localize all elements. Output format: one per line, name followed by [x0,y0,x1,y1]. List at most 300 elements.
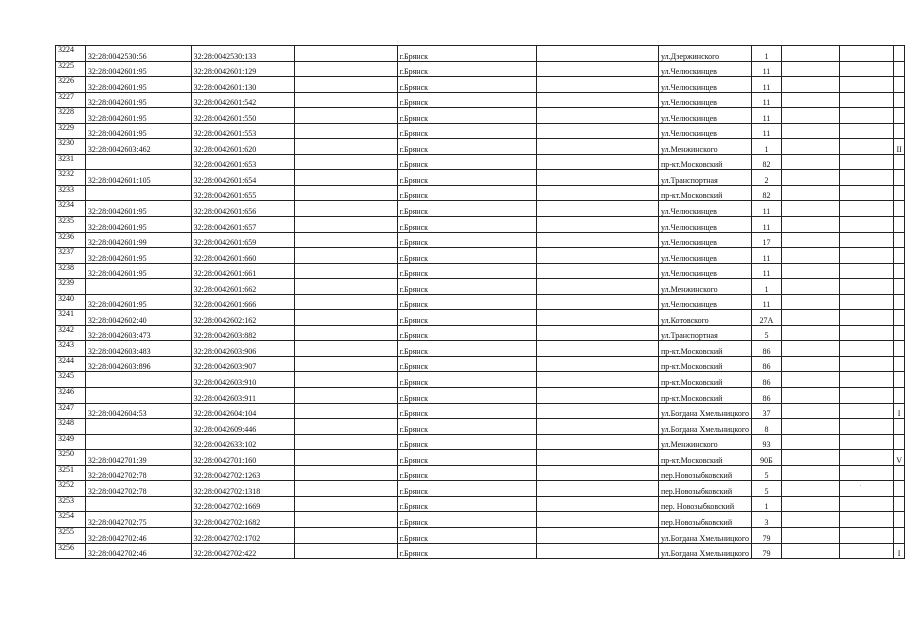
city-cell: г.Брянск [397,139,536,155]
object-cadastral-number: 32:28:0042701:160 [191,450,295,466]
city-cell: г.Брянск [397,77,536,93]
mark-cell [894,279,905,295]
city-cell: г.Брянск [397,341,536,357]
mark-cell [894,294,905,310]
object-cadastral-number: 32:28:0042601:550 [191,108,295,124]
empty-cell [295,450,397,466]
land-cadastral-number: 32:28:0042601:95 [85,217,191,233]
object-cadastral-number: 32:28:0042601:653 [191,154,295,170]
empty-cell [536,543,658,559]
city-cell: г.Брянск [397,170,536,186]
empty-cell [295,248,397,264]
row-number: 3235 [56,217,86,233]
empty-cell [536,232,658,248]
house-number-cell: 11 [751,61,781,77]
empty-cell [536,108,658,124]
empty-cell [536,294,658,310]
object-cadastral-number: 32:28:0042601:655 [191,185,295,201]
empty-cell [295,356,397,372]
mark-cell [894,325,905,341]
table-row [56,356,905,372]
row-number: 3253 [56,496,86,512]
house-number-cell: 11 [751,123,781,139]
empty-cell [536,92,658,108]
object-cadastral-number: 32:28:0042601:542 [191,92,295,108]
land-cadastral-number: 32:28:0042602:40 [85,310,191,326]
row-number: 3243 [56,341,86,357]
mark-cell: I [894,403,905,419]
house-number-cell: 5 [751,465,781,481]
street-cell: ул.Челюскинцев [658,92,751,108]
object-cadastral-number: 32:28:0042601:660 [191,248,295,264]
city-cell: г.Брянск [397,217,536,233]
city-cell: г.Брянск [397,279,536,295]
street-cell: ул.Богдана Хмельницкого [658,543,751,559]
house-number-cell: 11 [751,217,781,233]
house-number-cell: 5 [751,325,781,341]
street-cell: ул.Дзержинского [658,46,751,62]
empty-cell [839,170,894,186]
city-cell: г.Брянск [397,108,536,124]
row-number: 3247 [56,403,86,419]
object-cadastral-number: 32:28:0042633:102 [191,434,295,450]
land-cadastral-number [85,388,191,404]
empty-cell [295,170,397,186]
object-cadastral-number: 32:28:0042702:1263 [191,465,295,481]
empty-cell [781,419,839,435]
registry-sheet [55,45,905,559]
empty-cell [839,310,894,326]
city-cell: г.Брянск [397,372,536,388]
house-number-cell: 79 [751,543,781,559]
land-cadastral-number [85,496,191,512]
empty-cell [536,372,658,388]
mark-cell: II [894,139,905,155]
empty-cell [781,248,839,264]
empty-cell [839,279,894,295]
object-cadastral-number: 32:28:0042603:911 [191,388,295,404]
land-cadastral-number: 32:28:0042702:46 [85,543,191,559]
empty-cell [295,434,397,450]
object-cadastral-number: 32:28:0042609:446 [191,419,295,435]
table-row [56,108,905,124]
city-cell: г.Брянск [397,419,536,435]
street-cell: ул.Менжинского [658,279,751,295]
row-number: 3245 [56,372,86,388]
empty-cell [536,496,658,512]
mark-cell [894,481,905,497]
empty-cell [536,77,658,93]
empty-cell [781,61,839,77]
city-cell: г.Брянск [397,123,536,139]
house-number-cell: 17 [751,232,781,248]
empty-cell [295,77,397,93]
mark-cell [894,512,905,528]
empty-cell [295,263,397,279]
object-cadastral-number: 32:28:0042602:162 [191,310,295,326]
row-number: 3241 [56,310,86,326]
object-cadastral-number: 32:28:0042601:656 [191,201,295,217]
empty-cell [536,123,658,139]
empty-cell [295,201,397,217]
empty-cell [781,372,839,388]
table-row [56,46,905,62]
land-cadastral-number: 32:28:0042603:483 [85,341,191,357]
mark-cell [894,527,905,543]
city-cell: г.Брянск [397,310,536,326]
empty-cell [839,185,894,201]
empty-cell [536,419,658,435]
empty-cell [781,527,839,543]
mark-cell [894,248,905,264]
empty-cell [839,294,894,310]
table-row [56,310,905,326]
mark-cell: I [894,543,905,559]
house-number-cell: 1 [751,46,781,62]
house-number-cell: 11 [751,263,781,279]
street-cell: ул.Челюскинцев [658,263,751,279]
city-cell: г.Брянск [397,185,536,201]
object-cadastral-number: 32:28:0042702:1318 [191,481,295,497]
empty-cell [781,123,839,139]
city-cell: г.Брянск [397,356,536,372]
empty-cell [536,248,658,264]
row-number: 3239 [56,279,86,295]
object-cadastral-number: 32:28:0042604:104 [191,403,295,419]
row-number: 3231 [56,154,86,170]
city-cell: г.Брянск [397,450,536,466]
city-cell: г.Брянск [397,325,536,341]
city-cell: г.Брянск [397,434,536,450]
house-number-cell: 27А [751,310,781,326]
empty-cell [536,325,658,341]
empty-cell [536,481,658,497]
house-number-cell: 5 [751,481,781,497]
row-number: 3256 [56,543,86,559]
empty-cell [839,419,894,435]
empty-cell [839,450,894,466]
empty-cell [536,527,658,543]
table-row [56,450,905,466]
empty-cell [839,61,894,77]
house-number-cell: 1 [751,139,781,155]
mark-cell [894,496,905,512]
empty-cell [839,92,894,108]
mark-cell [894,170,905,186]
mark-cell [894,310,905,326]
house-number-cell: 11 [751,108,781,124]
row-number: 3249 [56,434,86,450]
empty-cell [839,77,894,93]
city-cell: г.Брянск [397,496,536,512]
empty-cell [295,543,397,559]
city-cell: г.Брянск [397,294,536,310]
land-cadastral-number: 32:28:0042601:95 [85,77,191,93]
table-row [56,232,905,248]
table-row [56,139,905,155]
table-row [56,279,905,295]
empty-cell [781,139,839,155]
empty-cell [295,61,397,77]
land-cadastral-number [85,279,191,295]
city-cell: г.Брянск [397,248,536,264]
street-cell: ул.Челюскинцев [658,217,751,233]
empty-cell [781,154,839,170]
street-cell: ул.Челюскинцев [658,232,751,248]
table-row [56,154,905,170]
object-cadastral-number: 32:28:0042601:130 [191,77,295,93]
mark-cell [894,46,905,62]
empty-cell [295,527,397,543]
empty-cell [839,154,894,170]
mark-cell [894,356,905,372]
mark-cell [894,123,905,139]
empty-cell [295,419,397,435]
land-cadastral-number: 32:28:0042702:78 [85,465,191,481]
city-cell: г.Брянск [397,481,536,497]
row-number: 3233 [56,185,86,201]
street-cell: ул.Менжинского [658,434,751,450]
land-cadastral-number: 32:28:0042601:95 [85,201,191,217]
table-row [56,496,905,512]
empty-cell [295,139,397,155]
street-cell: пр-кт.Московский [658,185,751,201]
empty-cell [781,341,839,357]
house-number-cell: 11 [751,294,781,310]
city-cell: г.Брянск [397,543,536,559]
mark-cell [894,77,905,93]
empty-cell [781,201,839,217]
object-cadastral-number: 32:28:0042530:133 [191,46,295,62]
land-cadastral-number [85,419,191,435]
mark-cell [894,154,905,170]
land-cadastral-number [85,185,191,201]
land-cadastral-number: 32:28:0042601:95 [85,248,191,264]
empty-cell [295,372,397,388]
land-cadastral-number: 32:28:0042603:896 [85,356,191,372]
mark-cell [894,201,905,217]
city-cell: г.Брянск [397,61,536,77]
empty-cell [536,46,658,62]
table-row [56,465,905,481]
empty-cell [781,543,839,559]
empty-cell [536,263,658,279]
house-number-cell: 82 [751,185,781,201]
city-cell: г.Брянск [397,512,536,528]
empty-cell [295,185,397,201]
house-number-cell: 3 [751,512,781,528]
object-cadastral-number: 32:28:0042702:422 [191,543,295,559]
empty-cell [536,154,658,170]
land-cadastral-number: 32:28:0042601:95 [85,263,191,279]
street-cell: ул.Богдана Хмельницкого [658,403,751,419]
mark-cell: V [894,450,905,466]
table-row [56,185,905,201]
empty-cell [536,388,658,404]
row-number: 3226 [56,77,86,93]
land-cadastral-number: 32:28:0042702:46 [85,527,191,543]
city-cell: г.Брянск [397,465,536,481]
table-row [56,263,905,279]
empty-cell [295,232,397,248]
empty-cell [839,465,894,481]
street-cell: ул.Челюскинцев [658,61,751,77]
street-cell: ул.Челюскинцев [658,201,751,217]
table-row [56,217,905,233]
empty-cell [295,294,397,310]
mark-cell [894,341,905,357]
house-number-cell: 93 [751,434,781,450]
row-number: 3254 [56,512,86,528]
row-number: 3229 [56,123,86,139]
empty-cell [536,450,658,466]
empty-cell [839,46,894,62]
mark-cell [894,263,905,279]
land-cadastral-number: 32:28:0042604:53 [85,403,191,419]
row-number: 3237 [56,248,86,264]
empty-cell [536,403,658,419]
table-row [56,388,905,404]
city-cell: г.Брянск [397,232,536,248]
empty-cell [295,92,397,108]
house-number-cell: 11 [751,248,781,264]
empty-cell [781,263,839,279]
mark-cell [894,92,905,108]
empty-cell [781,496,839,512]
land-cadastral-number: 32:28:0042601:95 [85,108,191,124]
empty-cell [781,356,839,372]
city-cell: г.Брянск [397,154,536,170]
empty-cell [781,46,839,62]
city-cell: г.Брянск [397,263,536,279]
table-row [56,170,905,186]
street-cell: ул.Челюскинцев [658,123,751,139]
empty-cell [781,294,839,310]
street-cell: пр-кт.Московский [658,372,751,388]
street-cell: ул.Богдана Хмельницкого [658,527,751,543]
object-cadastral-number: 32:28:0042702:1669 [191,496,295,512]
empty-cell [839,123,894,139]
street-cell: пер.Новозыбковский [658,481,751,497]
empty-cell [536,201,658,217]
row-number: 3250 [56,450,86,466]
empty-cell [781,232,839,248]
house-number-cell: 11 [751,77,781,93]
table-row [56,543,905,559]
empty-cell [839,325,894,341]
street-cell: ул.Челюскинцев [658,294,751,310]
object-cadastral-number: 32:28:0042603:907 [191,356,295,372]
house-number-cell: 86 [751,388,781,404]
empty-cell [536,185,658,201]
row-number: 3246 [56,388,86,404]
empty-cell [295,279,397,295]
land-cadastral-number: 32:28:0042702:75 [85,512,191,528]
empty-cell [295,108,397,124]
empty-cell [839,341,894,357]
empty-cell [536,279,658,295]
street-cell: пр-кт.Московский [658,450,751,466]
empty-cell [839,512,894,528]
row-number: 3228 [56,108,86,124]
land-cadastral-number: 32:28:0042601:95 [85,92,191,108]
empty-cell [781,108,839,124]
empty-cell [536,465,658,481]
scan-artifact [860,485,861,486]
land-cadastral-number: 32:28:0042702:78 [85,481,191,497]
mark-cell [894,217,905,233]
city-cell: г.Брянск [397,388,536,404]
empty-cell [839,481,894,497]
empty-cell [839,263,894,279]
row-number: 3251 [56,465,86,481]
street-cell: пр-кт.Московский [658,388,751,404]
land-cadastral-number [85,154,191,170]
land-cadastral-number: 32:28:0042601:99 [85,232,191,248]
street-cell: ул.Транспортная [658,170,751,186]
street-cell: ул.Челюскинцев [658,108,751,124]
row-number: 3248 [56,419,86,435]
empty-cell [839,434,894,450]
house-number-cell: 86 [751,372,781,388]
object-cadastral-number: 32:28:0042601:666 [191,294,295,310]
table-row [56,341,905,357]
empty-cell [781,217,839,233]
mark-cell [894,465,905,481]
street-cell: ул.Челюскинцев [658,77,751,93]
empty-cell [839,139,894,155]
empty-cell [295,46,397,62]
empty-cell [781,170,839,186]
object-cadastral-number: 32:28:0042601:662 [191,279,295,295]
city-cell: г.Брянск [397,46,536,62]
empty-cell [781,388,839,404]
empty-cell [295,481,397,497]
empty-cell [781,325,839,341]
object-cadastral-number: 32:28:0042601:553 [191,123,295,139]
table-row [56,512,905,528]
mark-cell [894,185,905,201]
empty-cell [781,512,839,528]
table-row [56,248,905,264]
land-cadastral-number: 32:28:0042601:95 [85,123,191,139]
table-row [56,434,905,450]
empty-cell [295,341,397,357]
table-row [56,201,905,217]
house-number-cell: 2 [751,170,781,186]
house-number-cell: 8 [751,419,781,435]
table-row [56,325,905,341]
house-number-cell: 86 [751,341,781,357]
street-cell: пер. Новозыбковский [658,496,751,512]
table-row [56,61,905,77]
empty-cell [295,154,397,170]
street-cell: ул.Богдана Хмельницкого [658,419,751,435]
empty-cell [295,325,397,341]
empty-cell [781,403,839,419]
land-cadastral-number: 32:28:0042601:95 [85,61,191,77]
land-cadastral-number: 32:28:0042603:473 [85,325,191,341]
empty-cell [839,543,894,559]
empty-cell [781,279,839,295]
object-cadastral-number: 32:28:0042603:906 [191,341,295,357]
empty-cell [781,465,839,481]
empty-cell [295,310,397,326]
street-cell: ул.Транспортная [658,325,751,341]
empty-cell [536,356,658,372]
row-number: 3225 [56,61,86,77]
object-cadastral-number: 32:28:0042601:659 [191,232,295,248]
